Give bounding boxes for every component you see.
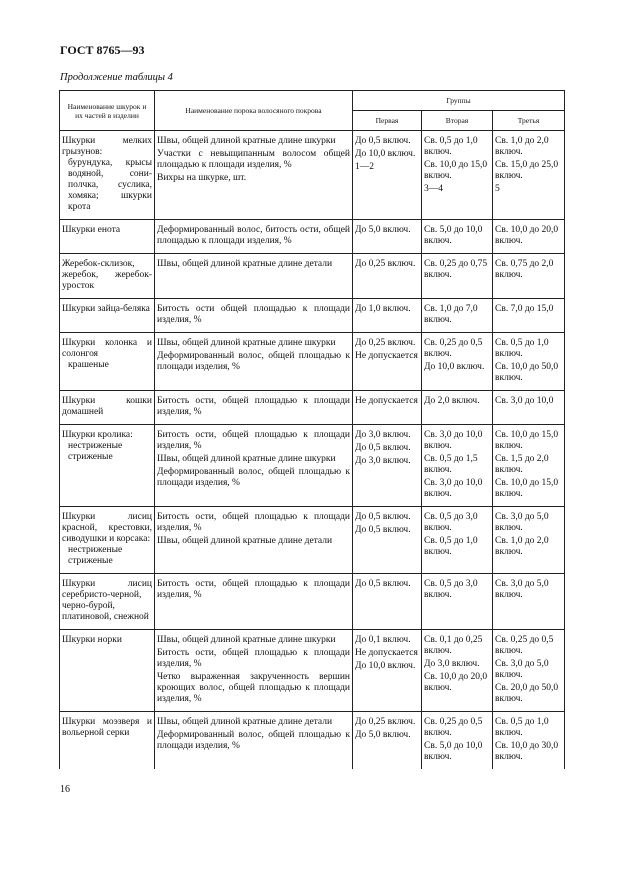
group-value: Св. 20,0 до 50,0 включ. bbox=[495, 683, 559, 704]
group-value: 1—2 bbox=[355, 162, 374, 172]
cell-defect bbox=[155, 131, 353, 220]
group-value: До 3,0 включ. bbox=[355, 430, 411, 440]
document-header: ГОСТ 8765—93 bbox=[60, 43, 145, 57]
group-value: Св. 5,0 до 10,0 включ. bbox=[424, 225, 483, 246]
defect-text: Деформированный волос, битость ости, общей площадью к площади изделия, % bbox=[157, 225, 350, 246]
cell-name bbox=[60, 220, 155, 254]
defect-text: Битость ости, общей площадью к площади изделия, % bbox=[157, 512, 350, 533]
cell-group-first bbox=[353, 391, 422, 425]
cell-group-first bbox=[353, 333, 422, 391]
cell-defect bbox=[155, 299, 353, 333]
header-group-first: Первая bbox=[353, 111, 422, 131]
group-value: Св. 0,25 до 0,5 включ. bbox=[424, 338, 483, 359]
group-value: Св. 10,0 до 20,0 включ. bbox=[495, 225, 559, 246]
defect-text: Битость ости, общей площадью к площади изделия, % bbox=[157, 648, 350, 669]
item-name: Шкурки зайца-беляка bbox=[62, 304, 150, 314]
group-value: До 0,25 включ. bbox=[355, 338, 416, 348]
group-value: До 5,0 включ. bbox=[355, 225, 411, 235]
defect-text: Битость ости, общей площадью к площади изделия, % bbox=[157, 579, 350, 600]
cell-defect bbox=[155, 574, 353, 630]
group-value: Св. 1,5 до 2,0 включ. bbox=[495, 454, 549, 475]
group-value: Не допускается bbox=[355, 351, 418, 361]
cell-group-second bbox=[422, 712, 493, 770]
table-row bbox=[60, 507, 565, 574]
group-value: 5 bbox=[495, 184, 500, 194]
item-subname: нестриженые bbox=[68, 441, 123, 451]
cell-group-first bbox=[353, 220, 422, 254]
group-value: Св. 0,25 до 0,75 включ. bbox=[424, 259, 488, 280]
defect-text: Деформированный волос, общей площадью к площади изделия, % bbox=[157, 351, 350, 372]
cell-defect bbox=[155, 712, 353, 770]
cell-group-third bbox=[493, 425, 565, 507]
defect-text: Швы, общей длиной кратные длине детали bbox=[157, 717, 333, 727]
group-value: До 0,5 включ. bbox=[355, 525, 411, 535]
group-value: Св. 0,5 до 3,0 включ. bbox=[424, 579, 478, 600]
group-value: 3—4 bbox=[424, 184, 443, 194]
group-value: Св. 1,0 до 7,0 включ. bbox=[424, 304, 478, 325]
cell-group-second bbox=[422, 299, 493, 333]
cell-name bbox=[60, 574, 155, 630]
defect-text: Швы, общей длиной кратные длине детали bbox=[157, 259, 333, 269]
cell-group-second bbox=[422, 425, 493, 507]
cell-name bbox=[60, 391, 155, 425]
group-value: До 10,0 включ. bbox=[424, 362, 485, 372]
item-subname: стриженые bbox=[68, 556, 113, 566]
table-row bbox=[60, 630, 565, 712]
defect-text: Швы, общей длиной кратные длине детали bbox=[157, 536, 333, 546]
cell-group-first bbox=[353, 630, 422, 712]
cell-group-first bbox=[353, 299, 422, 333]
cell-group-third bbox=[493, 333, 565, 391]
group-value: Св. 3,0 до 10,0 включ. bbox=[424, 430, 483, 451]
group-value: До 10,0 включ. bbox=[355, 149, 416, 159]
group-value: Св. 0,75 до 2,0 включ. bbox=[495, 259, 554, 280]
cell-group-first bbox=[353, 712, 422, 770]
item-subname: нестриженые bbox=[68, 545, 123, 555]
defect-text: Вихры на шкурке, шт. bbox=[157, 173, 247, 183]
cell-group-first bbox=[353, 507, 422, 574]
defect-text: Битость ости, общей площадью к площади изделия, % bbox=[157, 430, 350, 451]
group-value: Св. 5,0 до 10,0 включ. bbox=[424, 741, 483, 762]
group-value: Св. 1,0 до 2,0 включ. bbox=[495, 536, 549, 557]
cell-name bbox=[60, 425, 155, 507]
table-row bbox=[60, 299, 565, 333]
page-number: 16 bbox=[60, 784, 70, 795]
group-value: До 10,0 включ. bbox=[355, 661, 416, 671]
cell-group-third bbox=[493, 574, 565, 630]
group-value: Св. 0,5 до 1,0 включ. bbox=[495, 717, 549, 738]
cell-group-first bbox=[353, 574, 422, 630]
header-group-third: Третья bbox=[493, 111, 565, 131]
cell-group-second bbox=[422, 254, 493, 299]
cell-group-first bbox=[353, 425, 422, 507]
group-value: Св. 0,5 до 1,5 включ. bbox=[424, 454, 478, 475]
cell-name bbox=[60, 333, 155, 391]
table-row bbox=[60, 391, 565, 425]
cell-group-third bbox=[493, 299, 565, 333]
table-row bbox=[60, 712, 565, 770]
cell-group-third bbox=[493, 507, 565, 574]
cell-name bbox=[60, 254, 155, 299]
defect-text: Швы, общей длиной кратные длине шкурки bbox=[157, 136, 336, 146]
group-value: До 0,5 включ. bbox=[355, 136, 411, 146]
item-subname: бурундука, крысы водяной, сони-полчка, суслика, хомяка; шкурки крота bbox=[68, 158, 152, 212]
group-value: До 3,0 включ. bbox=[355, 456, 411, 466]
group-value: Св. 0,5 до 3,0 включ. bbox=[424, 512, 478, 533]
group-value: Св. 3,0 до 5,0 включ. bbox=[495, 512, 549, 533]
group-value: До 0,5 включ. bbox=[355, 443, 411, 453]
cell-defect bbox=[155, 254, 353, 299]
group-value: Св. 10,0 до 15,0 включ. bbox=[424, 160, 488, 181]
cell-group-third bbox=[493, 131, 565, 220]
header-group-second: Вторая bbox=[422, 111, 493, 131]
cell-group-third bbox=[493, 220, 565, 254]
group-value: Св. 0,5 до 1,0 включ. bbox=[495, 338, 549, 359]
cell-defect bbox=[155, 425, 353, 507]
table-row bbox=[60, 220, 565, 254]
cell-group-second bbox=[422, 507, 493, 574]
group-value: До 0,5 включ. bbox=[355, 512, 411, 522]
table-row bbox=[60, 574, 565, 630]
group-value: Св. 15,0 до 25,0 включ. bbox=[495, 160, 559, 181]
table-row bbox=[60, 425, 565, 507]
item-name: Шкурки енота bbox=[62, 225, 121, 235]
group-value: Св. 0,5 до 1,0 включ. bbox=[424, 136, 478, 157]
group-value: До 2,0 включ. bbox=[424, 396, 480, 406]
table-caption: Продолжение таблицы 4 bbox=[60, 72, 173, 83]
cell-group-second bbox=[422, 574, 493, 630]
defect-text: Швы, общей длиной кратные длине шкурки bbox=[157, 635, 336, 645]
cell-group-third bbox=[493, 712, 565, 770]
defect-text: Участки с невыщипанным волосом общей площадью к площади изделия, % bbox=[157, 149, 350, 170]
cell-group-second bbox=[422, 220, 493, 254]
cell-name bbox=[60, 630, 155, 712]
group-value: Св. 0,1 до 0,25 включ. bbox=[424, 635, 483, 656]
cell-group-first bbox=[353, 254, 422, 299]
group-value: Св. 3,0 до 5,0 включ. bbox=[495, 579, 549, 600]
item-name: Шкурки мелких грызунов: bbox=[62, 136, 152, 157]
table-row bbox=[60, 254, 565, 299]
cell-group-first bbox=[353, 131, 422, 220]
group-value: Св. 10,0 до 20,0 включ. bbox=[424, 672, 488, 693]
item-name: Шкурки колонка и солонгоя bbox=[62, 338, 152, 359]
header-defect: Наименование порока волосяного покрова bbox=[155, 91, 353, 131]
group-value: До 0,1 включ. bbox=[355, 635, 411, 645]
cell-defect bbox=[155, 220, 353, 254]
group-value: Св. 10,0 до 50,0 включ. bbox=[495, 362, 559, 383]
item-name: Шкурки кошки домашней bbox=[62, 396, 152, 417]
group-value: Св. 0,25 до 0,5 включ. bbox=[424, 717, 483, 738]
header-name: Наименование шкурок и их частей в изделии bbox=[60, 91, 155, 131]
group-value: Св. 1,0 до 2,0 включ. bbox=[495, 136, 549, 157]
group-value: Св. 3,0 до 5,0 включ. bbox=[495, 659, 549, 680]
group-value: До 5,0 включ. bbox=[355, 730, 411, 740]
cell-defect bbox=[155, 391, 353, 425]
item-subname: стриженые bbox=[68, 452, 113, 462]
item-name: Шкурки моэзверя и вольерной серки bbox=[62, 717, 152, 738]
item-subname: крашеные bbox=[68, 360, 109, 370]
cell-group-second bbox=[422, 131, 493, 220]
cell-group-third bbox=[493, 391, 565, 425]
defects-table bbox=[59, 90, 565, 769]
group-value: Св. 0,5 до 1,0 включ. bbox=[424, 536, 478, 557]
cell-group-second bbox=[422, 333, 493, 391]
group-value: Св. 10,0 до 30,0 включ. bbox=[495, 741, 559, 762]
item-name: Жеребок-склизок, жеребок, жеребок-уросток bbox=[62, 259, 152, 291]
item-name: Шкурки кролика: bbox=[62, 430, 133, 440]
defect-text: Деформированный волос, общей площадью к площади изделия, % bbox=[157, 467, 350, 488]
group-value: Св. 10,0 до 15,0 включ. bbox=[495, 430, 559, 451]
cell-group-second bbox=[422, 630, 493, 712]
defect-text: Швы, общей длиной кратные длине шкурки bbox=[157, 338, 336, 348]
cell-defect bbox=[155, 333, 353, 391]
group-value: Не допускается bbox=[355, 648, 418, 658]
group-value: До 3,0 включ. bbox=[424, 659, 480, 669]
group-value: До 0,25 включ. bbox=[355, 717, 416, 727]
defect-text: Швы, общей длиной кратные длине шкурки bbox=[157, 454, 336, 464]
cell-group-third bbox=[493, 630, 565, 712]
table-row bbox=[60, 333, 565, 391]
group-value: Св. 0,25 до 0,5 включ. bbox=[495, 635, 554, 656]
cell-name bbox=[60, 712, 155, 770]
group-value: Св. 3,0 до 10,0 включ. bbox=[424, 478, 483, 499]
defect-text: Деформированный волос, общей площадью к площади изделия, % bbox=[157, 730, 350, 751]
header-groups: Группы bbox=[353, 91, 565, 111]
group-value: Св. 10,0 до 15,0 включ. bbox=[495, 478, 559, 499]
group-value: Не допускается bbox=[355, 396, 418, 406]
cell-defect bbox=[155, 630, 353, 712]
group-value: До 1,0 включ. bbox=[355, 304, 411, 314]
defect-text: Битость ости общей площадью к площади изделия, % bbox=[157, 304, 350, 325]
cell-name bbox=[60, 507, 155, 574]
cell-name bbox=[60, 299, 155, 333]
group-value: Св. 7,0 до 15,0 bbox=[495, 304, 554, 314]
cell-group-second bbox=[422, 391, 493, 425]
item-name: Шкурки норки bbox=[62, 635, 122, 645]
cell-name bbox=[60, 131, 155, 220]
cell-group-third bbox=[493, 254, 565, 299]
group-value: До 0,25 включ. bbox=[355, 259, 416, 269]
table-row bbox=[60, 131, 565, 220]
cell-defect bbox=[155, 507, 353, 574]
group-value: До 0,5 включ. bbox=[355, 579, 411, 589]
item-name: Шкурки лисиц красной, крестовки, сиводушки и корсака: bbox=[62, 512, 152, 544]
defect-text: Битость ости, общей площадью к площади изделия, % bbox=[157, 396, 350, 417]
group-value: Св. 3,0 до 10,0 bbox=[495, 396, 554, 406]
item-name: Шкурки лисиц серебристо-черной, черно-бурой, платиновой, снежной bbox=[62, 579, 152, 622]
defect-text: Четко выраженная закрученность вершин кроющих волос, общей площадью к площади изделия, % bbox=[157, 672, 350, 704]
